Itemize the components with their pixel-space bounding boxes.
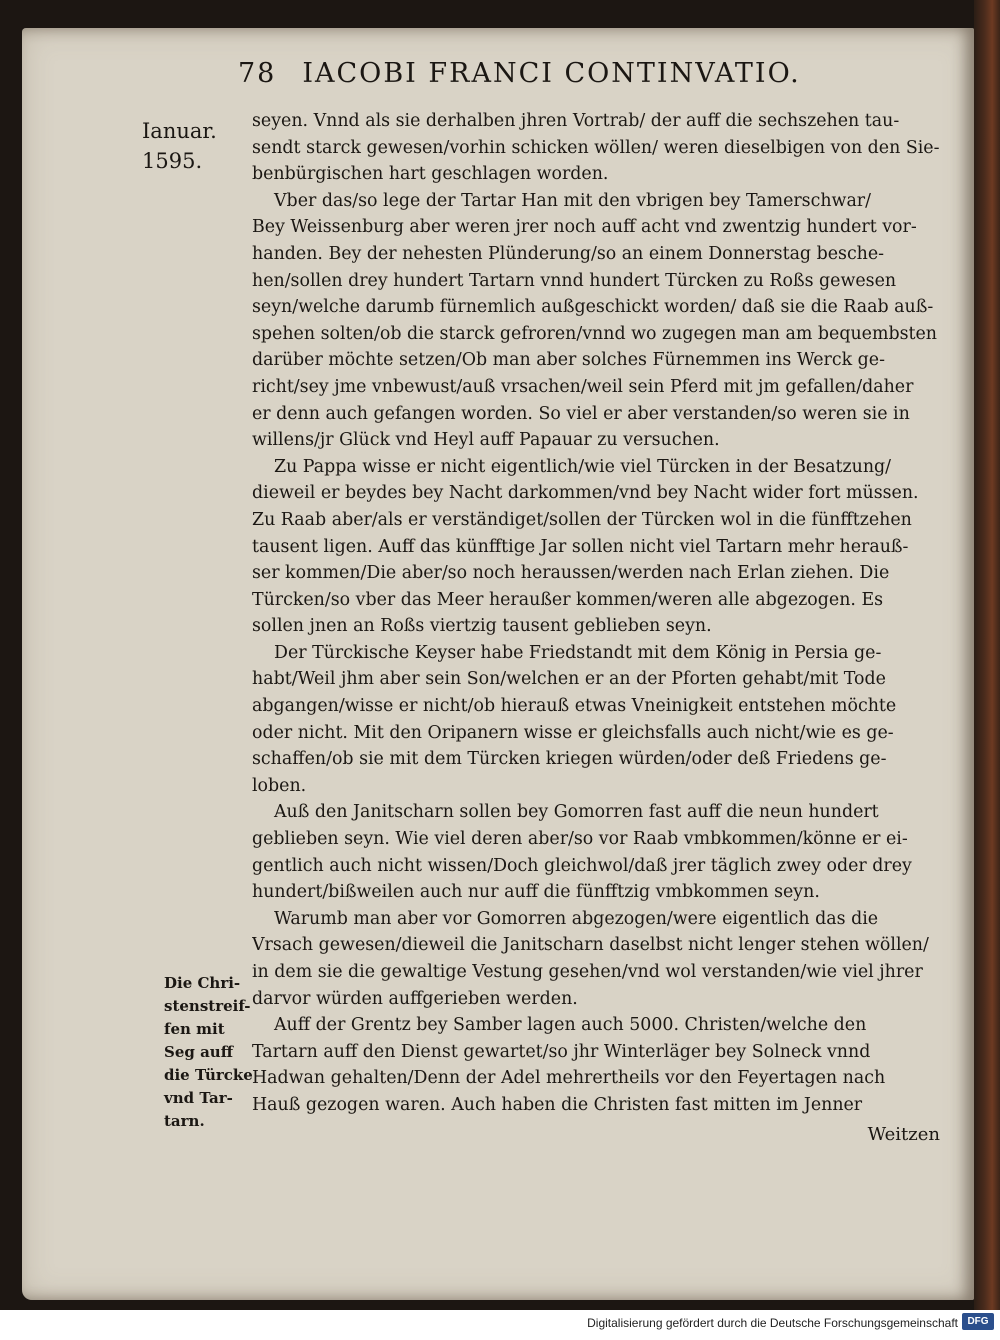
text-line: benbürgischen hart geschlagen worden.: [252, 164, 609, 185]
text-line: darüber möchte setzen/Ob man aber solches Fürnemmen ins Werck ge-: [252, 350, 885, 371]
margin-note-line: stenstreif-: [164, 997, 251, 1015]
text-line: habt/Weil jhm aber sein Son/welchen er an der Pforten gehabt/mit Tode: [252, 669, 886, 690]
running-title: IACOBI FRANCI CONTINVATIO.: [302, 58, 801, 89]
text-line: Vber das/so lege der Tartar Han mit den vbrigen bey Tamerschwar/: [274, 190, 871, 211]
margin-note-line: die Türcke: [164, 1066, 253, 1084]
page-header: [238, 58, 801, 102]
margin-note-line: tarn.: [164, 1112, 205, 1130]
margin-note-line: Die Chri-: [164, 974, 241, 992]
text-line: oder nicht. Mit den Oripanern wisse er gleichsfalls auch nicht/wie es ge-: [252, 722, 894, 743]
text-line: Auß den Janitscharn sollen bey Gomorren fast auff die neun hundert: [274, 802, 879, 823]
text-line: handen. Bey der nehesten Plünderung/so an einem Donnerstag besche-: [252, 243, 885, 264]
text-line: sollen jnen an Roßs viertzig tausent geblieben seyn.: [252, 616, 712, 637]
text-line: richt/sey jme vnbewust/auß vrsachen/weil sein Pferd mit jm gefallen/daher: [252, 376, 914, 397]
text-line: abgangen/wisse er nicht/ob hierauß etwas Vneinigkeit entstehen möchte: [252, 696, 897, 717]
page-number: 78: [238, 58, 277, 89]
text-line: er denn auch gefangen worden. So viel er aber verstanden/so weren sie in: [252, 403, 910, 424]
text-line: loben.: [252, 775, 307, 796]
catchword: Weitzen: [867, 1124, 940, 1145]
footer-credit: Digitalisierung gefördert durch die Deutsche Forschungsgemeinschaft: [587, 1316, 958, 1330]
margin-note-line: fen mit: [164, 1020, 225, 1038]
text-line: Vrsach gewesen/dieweil die Janitscharn daselbst nicht lenger stehen wöllen/: [252, 935, 929, 956]
text-line: Der Türckische Keyser habe Friedstandt mit dem König in Persia ge-: [274, 642, 882, 663]
text-line: tausent ligen. Auff das künfftige Jar sollen nicht viel Tartarn mehr herauß-: [252, 536, 909, 557]
margin-date-year: 1595.: [142, 149, 203, 173]
text-line: geblieben seyn. Wie viel deren aber/so vor Raab vmbkommen/könne er ei-: [252, 829, 908, 850]
text-line: hen/sollen drey hundert Tartarn vnnd hundert Türcken zu Roßs gewesen: [252, 270, 897, 291]
text-line: schaffen/ob sie mit dem Türcken kriegen würden/oder deß Friedens ge-: [252, 749, 887, 770]
margin-date-month: Ianuar.: [142, 119, 217, 143]
body-text: [252, 108, 942, 1119]
text-line: Tartarn auff den Dienst gewartet/so jhr Winterläger bey Solneck vnnd: [252, 1041, 871, 1062]
dfg-logo: DFG: [962, 1313, 994, 1330]
text-line: in dem sie die gewaltige Vestung gesehen/vnd wol verstanden/wie viel jhrer: [252, 962, 923, 982]
margin-note: [164, 972, 264, 1133]
book-binding-edge: [974, 0, 1000, 1310]
text-line: seyen. Vnnd als sie derhalben jhren Vortrab/ der auff die sechszehen tau-: [252, 111, 900, 131]
text-line: darvor würden auffgerieben werden.: [252, 988, 578, 1009]
text-line: hundert/bißweilen auch nur auff die fünfftzig vmbkommen seyn.: [252, 882, 820, 903]
text-line: gentlich auch nicht wissen/Doch gleichwol/daß jrer täglich zwey oder drey: [252, 855, 912, 876]
text-line: Bey Weissenburg aber weren jrer noch auff acht vnd zwentzig hundert vor-: [252, 217, 917, 238]
text-line: Warumb man aber vor Gomorren abgezogen/were eigentlich das die: [274, 908, 879, 929]
text-line: willens/jr Glück vnd Heyl auff Papauar zu versuchen.: [252, 430, 720, 451]
text-line: Auff der Grentz bey Samber lagen auch 5000. Christen/welche den: [274, 1015, 867, 1036]
text-line: ser kommen/Die aber/so noch heraussen/werden nach Erlan ziehen. Die: [252, 563, 890, 584]
text-line: Zu Pappa wisse er nicht eigentlich/wie viel Türcken in der Besatzung/: [274, 456, 892, 477]
text-line: seyn/welche darumb fürnemlich außgeschickt worden/ daß sie die Raab auß-: [252, 297, 934, 318]
margin-date: [142, 116, 234, 176]
text-line: Hauß gezogen waren. Auch haben die Christen fast mitten im Jenner: [252, 1094, 863, 1115]
text-line: Hadwan gehalten/Denn der Adel mehrertheils vor den Feyertagen nach: [252, 1068, 886, 1089]
text-line: Türcken/so vber das Meer heraußer kommen/weren alle abgezogen. Es: [252, 589, 884, 610]
text-line: dieweil er beydes bey Nacht darkommen/vnd bey Nacht wider fort müssen.: [252, 483, 919, 504]
margin-note-line: Seg auff: [164, 1043, 234, 1061]
margin-note-line: vnd Tar-: [164, 1089, 233, 1107]
text-line: sendt starck gewesen/vorhin schicken wöllen/ weren dieselbigen von den Sie-: [252, 137, 940, 158]
text-line: Zu Raab aber/als er verständiget/sollen der Türcken wol in die fünfftzehen: [252, 509, 912, 530]
text-line: spehen solten/ob die starck gefroren/vnnd wo zugegen man am bequembsten: [252, 323, 937, 344]
